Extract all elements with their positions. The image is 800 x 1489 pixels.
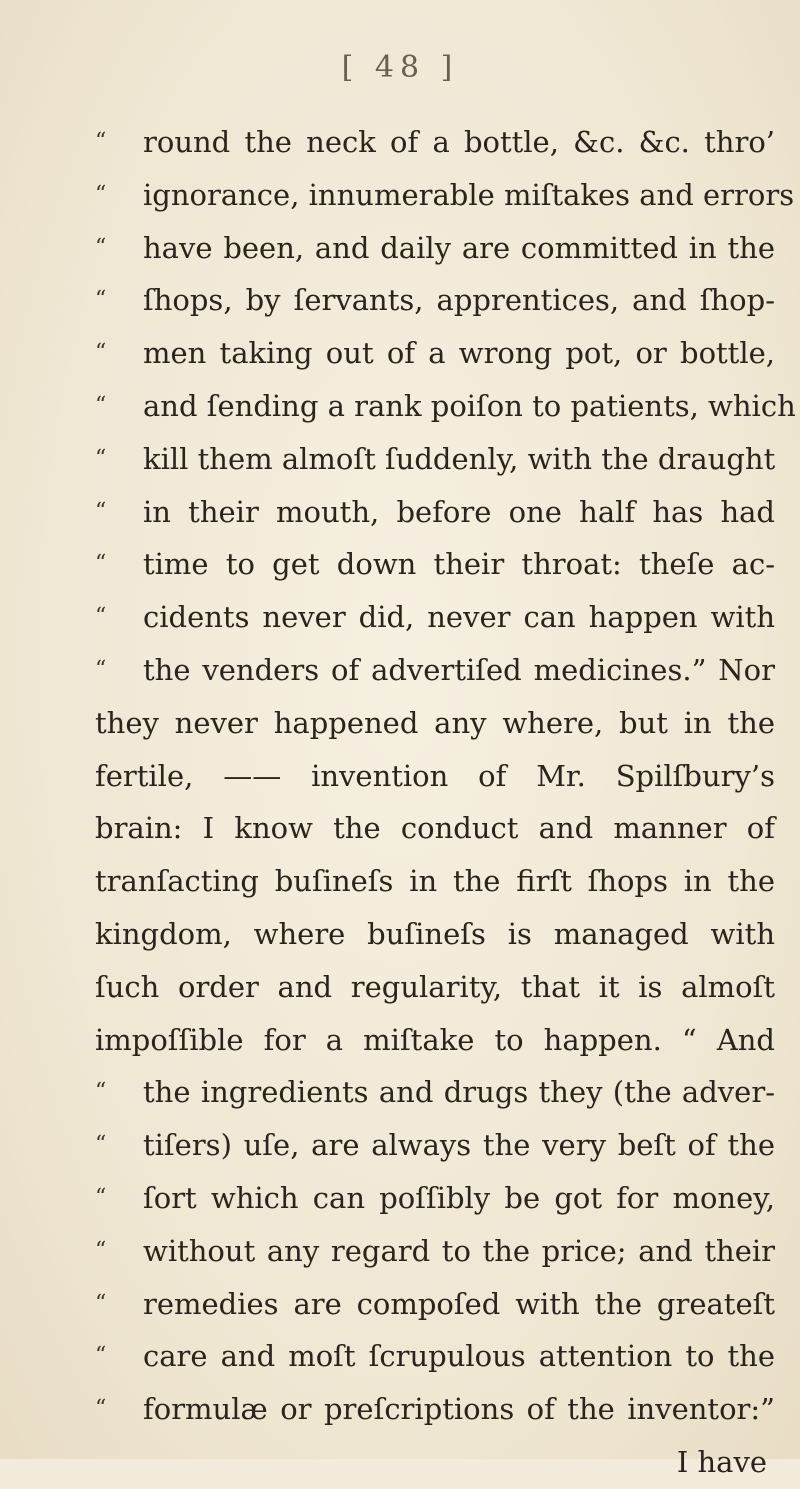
quote-mark: “ [95, 1290, 107, 1316]
page-number: [ 48 ] [341, 50, 459, 85]
line-text: they never happened any where, but in the [95, 705, 775, 740]
quote-mark: “ [95, 445, 107, 471]
text-line [95, 802, 775, 855]
line-text: tranſacting buſineſs in the firſt ſhops in the [95, 864, 775, 899]
line-text: tiſers) uſe, are always the very beſt of the [143, 1128, 775, 1163]
text-line [95, 750, 775, 803]
text-line [95, 538, 775, 591]
text-line [95, 274, 775, 327]
text-line [95, 908, 775, 961]
text-line [95, 1383, 775, 1436]
text-line [95, 327, 775, 380]
text-line [95, 486, 775, 539]
quote-mark: “ [95, 1396, 107, 1422]
line-text: in their mouth, before one half has had [143, 494, 775, 529]
quote-mark: “ [95, 498, 107, 524]
catchword: I have [676, 1444, 767, 1479]
line-text: time to get down their throat: theſe ac- [143, 547, 775, 582]
text-line [95, 433, 775, 486]
quote-mark: “ [95, 1132, 107, 1158]
line-text: brain: I know the conduct and manner of [95, 811, 775, 846]
text-line [95, 855, 775, 908]
line-text: impoſſible for a miſtake to happen. “ And [95, 1022, 775, 1057]
quote-mark: “ [95, 234, 107, 260]
quote-mark: “ [95, 1237, 107, 1263]
line-text: ſhops, by ſervants, apprentices, and ſhop- [143, 283, 775, 318]
line-text: remedies are compoſed with the greateſt [143, 1286, 775, 1321]
line-text: formulæ or preſcriptions of the inventor:” [143, 1392, 775, 1427]
text-line [95, 1066, 775, 1119]
text-line [95, 1278, 775, 1331]
line-text: without any regard to the price; and their [143, 1233, 775, 1268]
text-line [95, 1225, 775, 1278]
quote-mark: “ [95, 604, 107, 630]
body-text [95, 116, 796, 1489]
line-text: have been, and daily are committed in the [143, 230, 775, 265]
quote-mark: “ [95, 129, 107, 154]
text-line [95, 116, 775, 169]
text-line [95, 644, 775, 697]
text-line [95, 961, 775, 1014]
line-text: men taking out of a wrong pot, or bottle, [143, 336, 775, 371]
text-line [95, 1119, 775, 1172]
line-text: the ingredients and drugs they (the adver- [143, 1075, 775, 1110]
text-line [95, 380, 796, 433]
line-text: cidents never did, never can happen with [143, 600, 775, 635]
text-line [95, 169, 795, 222]
quote-mark: “ [95, 287, 107, 313]
quote-mark: “ [95, 656, 107, 682]
quote-mark: “ [95, 181, 107, 207]
text-line [95, 591, 775, 644]
line-text: care and moſt ſcrupulous attention to the [143, 1339, 775, 1374]
quote-mark: “ [95, 1079, 107, 1105]
quote-mark: “ [95, 1184, 107, 1210]
quote-mark: “ [95, 340, 107, 366]
text-line [95, 1330, 775, 1383]
text-line [95, 697, 775, 750]
line-text: the venders of advertiſed medicines.” Nor [143, 652, 775, 687]
line-text: kill them almoſt ſuddenly, with the draught [143, 441, 776, 476]
text-line [95, 1014, 775, 1067]
quote-mark: “ [95, 1343, 107, 1369]
line-text: ſuch order and regularity, that it is almoſt [95, 969, 775, 1004]
text-line [95, 222, 775, 275]
line-text: ignorance, innumerable miſtakes and errors [143, 177, 795, 212]
text-line [95, 1172, 775, 1225]
line-text: and ſending a rank poiſon to patients, which [143, 388, 796, 423]
quote-mark: “ [95, 392, 107, 418]
quote-mark: “ [95, 551, 107, 577]
line-text: round the neck of a bottle, &c. &c. thro’ [143, 125, 775, 159]
line-text: kingdom, where buſineſs is managed with [95, 916, 775, 951]
line-text: ſort which can poſſibly be got for money, [143, 1180, 775, 1215]
line-text: fertile, —— invention of Mr. Spilſbury’s [95, 758, 775, 793]
